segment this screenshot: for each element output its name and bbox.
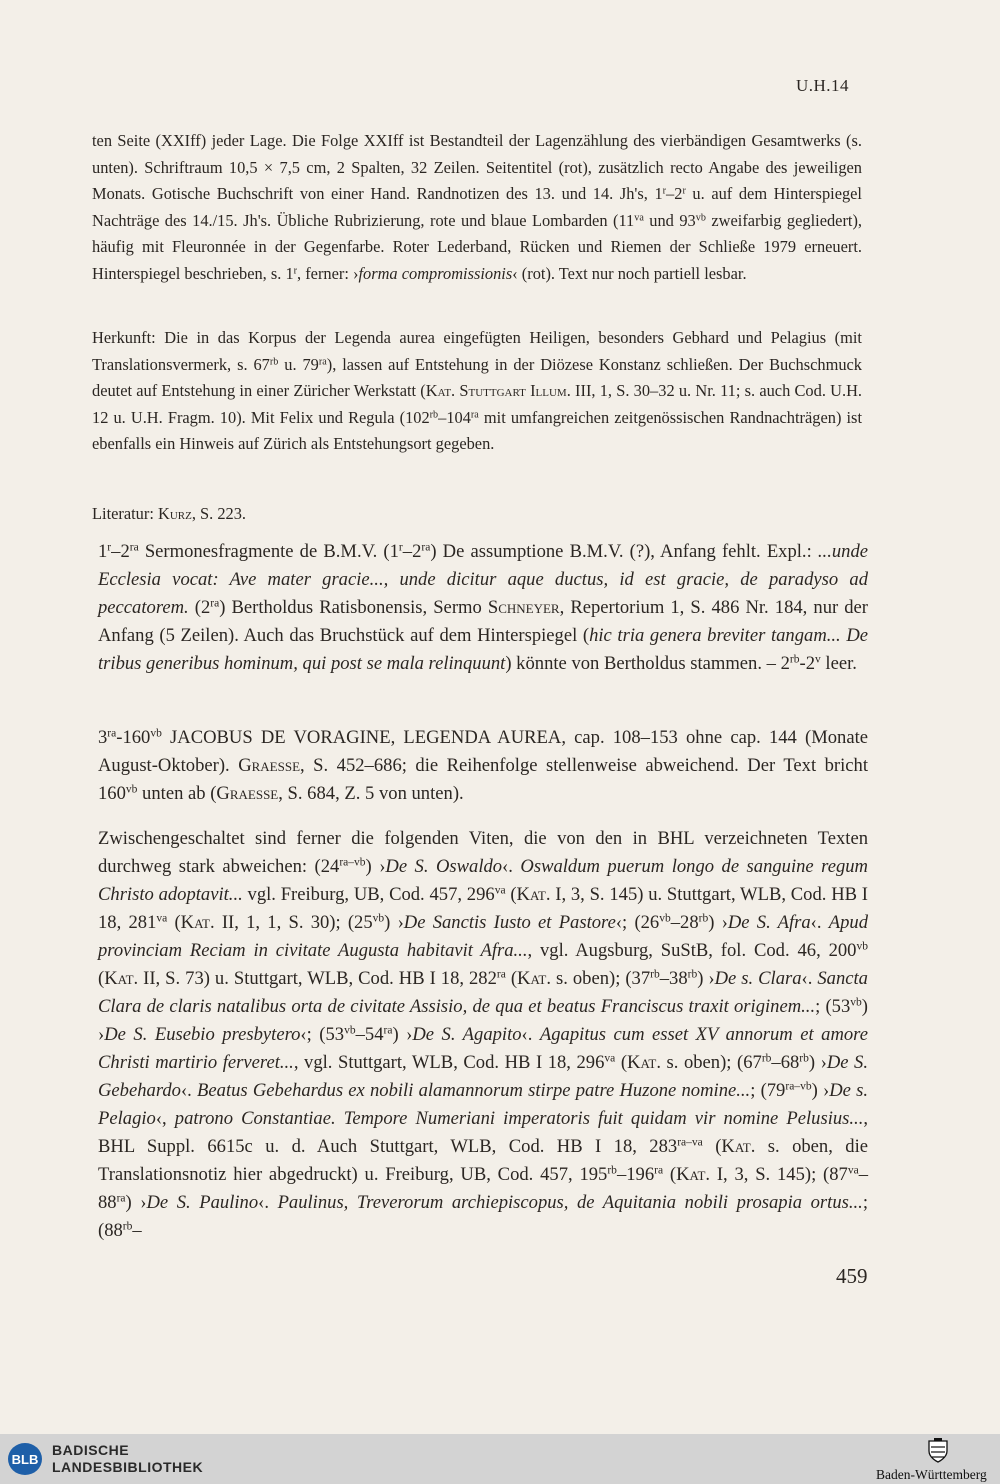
library-name-line2: LANDESBIBLIOTHEK	[52, 1459, 204, 1475]
contents-entry-viten: Zwischengeschaltet sind ferner die folgenden Viten, die von den in BHL verzeichneten Texten durchweg stark abweichen: $(24^{ra-vb})$ ›De S. Oswaldo‹. Oswaldum puerum longo de sanguine regum Christo adoptavit... vgl. Freiburg, UB, Cod. 457, $296^{va}$ (Kat. I, 3, S. 145) u. Stuttgart, WLB, Cod. HB I 18, $281^{va}$ (Kat. II, 1, 1, S. 30); $(25^{vb})$ ›De Sanctis Iusto et Pastore‹; $(26^{vb}-28^{rb})$ ›De S. Afra‹. Apud provinciam Reciam in civitate Augusta habitavit Afra..., vgl. Augsburg, SuStB, fol. Cod. 46, $200^{vb}$ (Kat. II, S. 73) u. Stuttgart, WLB, Cod. HB I 18, $282^{ra}$ (Kat. s. oben); $(37^{rb}-38^{rb})$ ›De s. Clara‹. Sancta Clara de claris natalibus orta de civitate Assisio, de qua et beatus Franciscus traxit originem...; $(53^{vb})$ ›De S. Eusebio presbytero‹; $(53^{vb}-54^{ra})$ ›De S. Agapito‹. Agapitus cum esset XV annorum et amore Christi martirio ferveret..., vgl. Stuttgart, WLB, Cod. HB I 18, $296^{va}$ (Kat. s. oben); $(67^{rb}-68^{rb})$ ›De S. Gebehardo‹. Beatus Gebehardus ex nobili alamannorum stirpe patre Huzone nomine...; $(79^{ra-vb})$ ›De s. Pelagio‹, patrono Constantiae. Tempore Numeriani imperatoris fuit quidam vir nomine Pelusius..., BHL Suppl. 6615c u. d. Auch Stuttgart, WLB, Cod. HB I 18, $283^{ra-va}$ (Kat. s. oben, die Translationsnotiz hier abgedruckt) u. Freiburg, UB, Cod. 457, $195^{rb}-196^{ra}$ (Kat. I, 3, S. 145); $(87^{va}-88^{ra})$ ›De S. Paulino‹. Paulinus, Treverorum archiepiscopus, de Aquitania nobili prosapia ortus...; ($88^{rb}-$	[98, 828, 869, 1241]
codex-description-paragraph: ten Seite (XXIff) jeder Lage. Die Folge XXIff ist Bestandteil der Lagenzählung des vierbändigen Gesamtwerks (s. unten). Schriftraum 10,5 × 7,5 cm, 2 Spalten, 32 Zeilen. Seitentitel (rot), zusätzlich recto Angabe des jeweiligen Monats. Gotische Buchschrift von einer Hand. Randnotizen des 13. und 14. Jh's, 1$^r$–2$^r$ u. auf dem Hinterspiegel Nachträge des 14./15. Jh's. Übliche Rubrizierung, rote und blaue Lombarden ($11^{va}$ und $93^{vb}$ zweifarbig gegliedert), häufig mit Fleuronnée in der Gegenfarbe. Roter Lederband, Rücken und Riemen der Schließe 1979 erneuert. Hinterspiegel beschrieben, s. 1$^r$, ferner: ›forma compromissionis‹ (rot). Text nur noch partiell lesbar.	[92, 131, 863, 283]
baden-wuerttemberg-crest-icon	[927, 1438, 949, 1464]
literature-paragraph: Literatur: Kurz, S. 223.	[92, 504, 247, 523]
provenance-paragraph: Herkunft: Die in das Korpus der Legenda aurea eingefügten Heiligen, besonders Gebhard und Pelagius (mit Translationsvermerk, s. $67^{rb}$ u. $79^{ra}$), lassen auf Entstehung in der Diözese Konstanz schließen. Der Buchschmuck deutet auf Entstehung in einer Züricher Werkstatt (Kat. Stuttgart Illum. III, 1, S. 30–32 u. Nr. 11; s. auch Cod. U.H. 12 u. U.H. Fragm. 10). Mit Felix und Regula ($102^{rb}-104^{ra}$ mit umfangreichen zeitgenössischen Randnachträgen) ist ebenfalls ein Hinweis auf Zürich als Entstehungsort gegeben.	[92, 328, 863, 453]
contents-entry-legenda-aurea: $3^{ra}-160^{vb}$ JACOBUS DE VORAGINE, LEGENDA AUREA, cap. 108–153 ohne cap. 144 (Monate August-Oktober). Graesse, S. 452–686; die Reihenfolge stellenweise abweichend. Der Text bricht $160^{vb}$ unten ab (Graesse, S. 684, Z. 5 von unten).	[98, 727, 868, 804]
blb-logo[interactable]: BLB	[8, 1443, 42, 1475]
page-header-shelfmark: U.H.14	[796, 76, 850, 95]
contents-entry-sermones: $1^r-2^{ra}$ Sermonesfragmente de B.M.V. $(1^r-2^{ra})$ De assumptione B.M.V. (?), Anfang fehlt. Expl.: ...unde Ecclesia vocat: Ave mater gracie..., unde dicitur aque ductus, id est gracie, de paradyso ad peccatorem. $(2^{ra})$ Bertholdus Ratisbonensis, Sermo Schneyer, Repertorium 1, S. 486 Nr. 184, nur der Anfang (5 Zeilen). Auch das Bruchstück auf dem Hinterspiegel (hic tria genera breviter tangam... De tribus generibus hominum, qui post se mala relinquunt) könnte von Bertholdus stammen. – $2^{rb}-2^v$ leer.	[98, 541, 869, 674]
library-name-line1: BADISCHE	[52, 1442, 130, 1458]
library-name[interactable]	[52, 1442, 203, 1476]
state-label: Baden-Württemberg	[876, 1467, 987, 1482]
library-footer-bar	[0, 1434, 1000, 1484]
page-number: 459	[836, 1264, 868, 1288]
